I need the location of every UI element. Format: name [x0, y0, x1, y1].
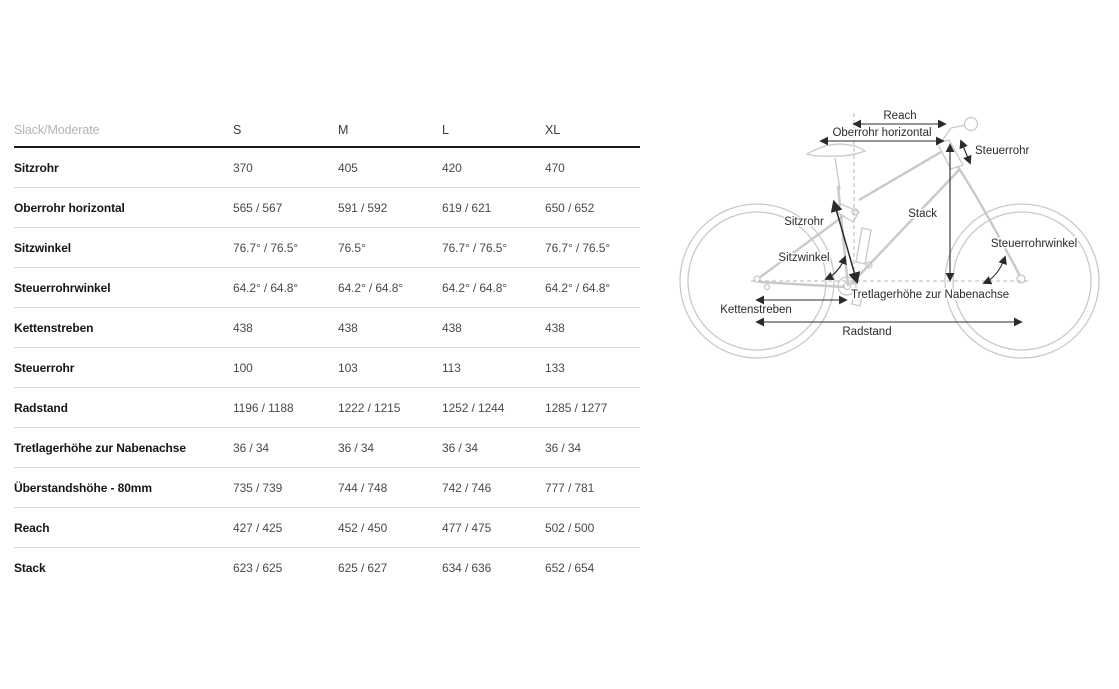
- row-label: Steuerrohrwinkel: [14, 280, 111, 295]
- cell-m: 36 / 34: [338, 440, 374, 455]
- cell-s: 36 / 34: [233, 440, 269, 455]
- cell-m: 76.5°: [338, 240, 366, 255]
- cell-l: 420: [442, 160, 462, 175]
- cell-m: 591 / 592: [338, 200, 388, 215]
- row-label: Steuerrohr: [14, 360, 75, 375]
- sitzrohr-label: Sitzrohr: [784, 216, 824, 228]
- cell-l: 619 / 621: [442, 200, 492, 215]
- top-tube-line: [859, 152, 941, 200]
- fork-line: [958, 167, 1020, 276]
- cell-xl: 650 / 652: [545, 200, 595, 215]
- cell-m: 452 / 450: [338, 520, 388, 535]
- cell-l: 113: [442, 360, 461, 375]
- table-row: [14, 148, 640, 188]
- cell-s: 565 / 567: [233, 200, 283, 215]
- table-row: [14, 428, 640, 468]
- table-header-mode: Slack/Moderate: [14, 122, 100, 137]
- cell-xl: 438: [545, 320, 565, 335]
- handlebar-grip-circle: [965, 118, 978, 131]
- cell-xl: 777 / 781: [545, 480, 595, 495]
- table-row: [14, 228, 640, 268]
- cell-s: 76.7° / 76.5°: [233, 240, 299, 255]
- row-label: Stack: [14, 561, 46, 575]
- oberrohr-label: Oberrohr horizontal: [832, 127, 932, 139]
- table-row: [14, 348, 640, 388]
- cell-m: 744 / 748: [338, 480, 388, 495]
- bike-geometry-diagram: [679, 100, 1119, 370]
- cell-l: 634 / 636: [442, 561, 492, 575]
- table-row: [14, 268, 640, 308]
- table-row: [14, 308, 640, 348]
- seat-post-line: [835, 158, 840, 190]
- row-label: Sitzrohr: [14, 160, 59, 175]
- saddle-shape: [807, 144, 865, 156]
- reach-label: Reach: [883, 110, 917, 122]
- geometry-table: [14, 113, 640, 588]
- cell-s: 1196 / 1188: [233, 400, 294, 415]
- table-row: [14, 548, 640, 588]
- cell-l: 64.2° / 64.8°: [442, 280, 508, 295]
- cell-xl: 76.7° / 76.5°: [545, 240, 611, 255]
- stem-line: [942, 125, 966, 141]
- cell-xl: 502 / 500: [545, 520, 595, 535]
- steuerrohrwinkel-angle-arrow: [984, 257, 1005, 283]
- cell-xl: 1285 / 1277: [545, 400, 608, 415]
- cell-l: 477 / 475: [442, 520, 492, 535]
- cell-s: 427 / 425: [233, 520, 283, 535]
- stack-label: Stack: [908, 208, 937, 220]
- column-header-s: S: [233, 122, 242, 137]
- table-row: [14, 468, 640, 508]
- sitzwinkel-label: Sitzwinkel: [778, 252, 830, 264]
- table-row: [14, 188, 640, 228]
- row-label: Überstandshöhe - 80mm: [14, 480, 152, 495]
- cell-s: 735 / 739: [233, 480, 283, 495]
- shock-shape: [856, 228, 871, 264]
- tretlagerhoehe-label: Tretlagerhöhe zur Nabenachse: [851, 289, 1010, 301]
- cell-m: 103: [338, 360, 358, 375]
- column-header-m: M: [338, 122, 349, 137]
- table-body: [14, 148, 640, 588]
- cell-s: 623 / 625: [233, 561, 283, 575]
- table-header-row: [14, 113, 640, 148]
- table-row: [14, 508, 640, 548]
- chainstay-line: [759, 282, 845, 287]
- steuerrohrwinkel-label: Steuerrohrwinkel: [990, 238, 1078, 250]
- cell-s: 64.2° / 64.8°: [233, 280, 299, 295]
- cell-m: 405: [338, 160, 358, 175]
- row-label: Radstand: [14, 400, 68, 415]
- kettenstreben-label: Kettenstreben: [720, 304, 792, 316]
- cell-s: 370: [233, 160, 253, 175]
- cell-l: 76.7° / 76.5°: [442, 240, 508, 255]
- row-label: Reach: [14, 520, 50, 535]
- cell-xl: 133: [545, 360, 565, 375]
- cell-l: 1252 / 1244: [442, 400, 505, 415]
- cell-l: 438: [442, 320, 462, 335]
- cell-s: 438: [233, 320, 253, 335]
- column-header-xl: XL: [545, 122, 561, 137]
- cell-l: 36 / 34: [442, 440, 478, 455]
- cell-xl: 652 / 654: [545, 561, 595, 575]
- cell-xl: 470: [545, 160, 565, 175]
- row-label: Kettenstreben: [14, 320, 94, 335]
- radstand-label: Radstand: [842, 326, 892, 338]
- cell-m: 1222 / 1215: [338, 400, 401, 415]
- column-header-l: L: [442, 122, 449, 137]
- steuerrohr-label: Steuerrohr: [975, 145, 1030, 157]
- cell-m: 438: [338, 320, 358, 335]
- steuerrohr-dimension-arrow: [961, 141, 970, 163]
- table-row: [14, 388, 640, 428]
- cell-xl: 64.2° / 64.8°: [545, 280, 611, 295]
- row-label: Sitzwinkel: [14, 240, 72, 255]
- cell-m: 64.2° / 64.8°: [338, 280, 404, 295]
- cell-s: 100: [233, 360, 253, 375]
- cell-l: 742 / 746: [442, 480, 492, 495]
- row-label: Tretlagerhöhe zur Nabenachse: [14, 440, 186, 455]
- row-label: Oberrohr horizontal: [14, 200, 125, 215]
- cell-m: 625 / 627: [338, 561, 388, 575]
- cell-xl: 36 / 34: [545, 440, 581, 455]
